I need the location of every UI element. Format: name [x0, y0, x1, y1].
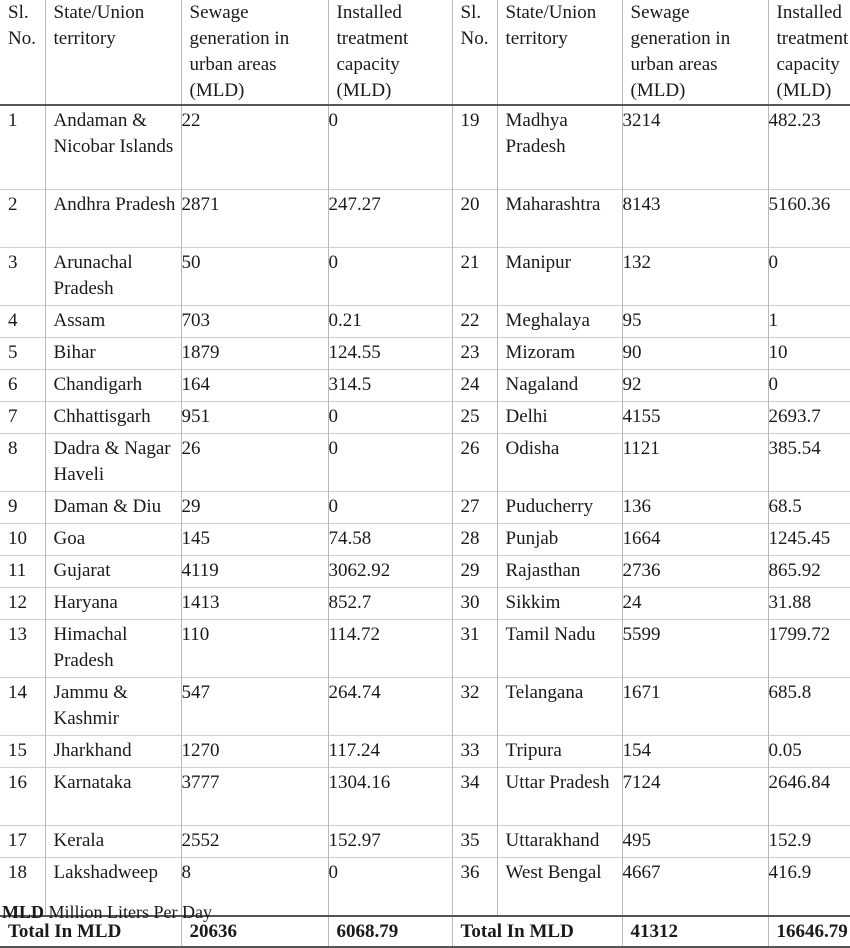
- cell-state-right: Madhya Pradesh: [497, 105, 622, 190]
- table-row: [0, 826, 850, 858]
- cell-state-left: Goa: [45, 524, 181, 556]
- cell-sl-left: 1: [8, 110, 18, 131]
- cell-state-right: Tamil Nadu: [497, 620, 622, 678]
- header-state-left: State/Union territory: [45, 0, 181, 105]
- cell-state-right: Uttarakhand: [497, 826, 622, 858]
- cell-sewage-right: 3214: [622, 105, 768, 190]
- cell-sl-right: 31: [452, 620, 497, 678]
- cell-capacity-left: 3062.92: [328, 556, 452, 588]
- cell-sl-right: 21: [452, 248, 497, 306]
- table-row: [0, 768, 850, 826]
- cell-sl-right: 30: [452, 588, 497, 620]
- cell-capacity-left: 74.58: [328, 524, 452, 556]
- cell-sl-left: 4: [8, 310, 18, 331]
- cell-capacity-right: 385.54: [768, 434, 850, 492]
- total-label-left: Total In MLD: [8, 921, 122, 942]
- cell-sl-left: 6: [8, 374, 18, 395]
- cell-sewage-right: 90: [622, 338, 768, 370]
- cell-sl-left: 2: [8, 194, 18, 215]
- header-sl-right: Sl. No.: [452, 0, 497, 105]
- table-row: [0, 248, 850, 306]
- cell-state-right: Odisha: [497, 434, 622, 492]
- header-capacity-left: Installed treatment capacity (MLD): [328, 0, 452, 105]
- cell-state-left: Andhra Pradesh: [45, 190, 181, 248]
- table-row: [0, 620, 850, 678]
- cell-sl-left: 12: [8, 592, 27, 613]
- cell-sewage-left: 4119: [181, 556, 328, 588]
- cell-capacity-left: 264.74: [328, 678, 452, 736]
- cell-sewage-left: 2552: [181, 826, 328, 858]
- total-capacity-right: 16646.79: [768, 916, 850, 947]
- cell-sl-left: 10: [8, 528, 27, 549]
- cell-sewage-left: 110: [181, 620, 328, 678]
- cell-sewage-left: 2871: [181, 190, 328, 248]
- cell-sl-left: 15: [8, 740, 27, 761]
- cell-sewage-left: 50: [181, 248, 328, 306]
- cell-state-right: Tripura: [497, 736, 622, 768]
- total-capacity-left: 6068.79: [328, 916, 452, 947]
- cell-capacity-right: 685.8: [768, 678, 850, 736]
- cell-capacity-left: 117.24: [328, 736, 452, 768]
- cell-sewage-left: 951: [181, 402, 328, 434]
- cell-state-left: Himachal Pradesh: [45, 620, 181, 678]
- cell-state-left: Dadra & Nagar Haveli: [45, 434, 181, 492]
- cell-capacity-right: 416.9: [768, 858, 850, 917]
- table-row: [0, 306, 850, 338]
- cell-capacity-left: 0: [328, 858, 452, 917]
- cell-sl-left: 8: [8, 438, 18, 459]
- cell-sewage-right: 95: [622, 306, 768, 338]
- cell-sl-right: 33: [452, 736, 497, 768]
- cell-state-left: Lakshadweep: [45, 858, 181, 917]
- cell-capacity-left: 0: [328, 434, 452, 492]
- cell-capacity-left: 0: [328, 248, 452, 306]
- cell-capacity-right: 2693.7: [768, 402, 850, 434]
- cell-capacity-right: 68.5: [768, 492, 850, 524]
- cell-state-left: Assam: [45, 306, 181, 338]
- cell-capacity-left: 852.7: [328, 588, 452, 620]
- cell-state-left: Karnataka: [45, 768, 181, 826]
- table-row: [0, 190, 850, 248]
- cell-capacity-right: 152.9: [768, 826, 850, 858]
- cell-sewage-left: 29: [181, 492, 328, 524]
- cell-capacity-right: 865.92: [768, 556, 850, 588]
- header-row: [0, 0, 850, 105]
- cell-sl-right: 34: [452, 768, 497, 826]
- cell-sl-left: 3: [8, 252, 18, 273]
- table-row: [0, 338, 850, 370]
- table-row: [0, 434, 850, 492]
- cell-sewage-right: 24: [622, 588, 768, 620]
- cell-sl-left: 9: [8, 496, 18, 517]
- table-body: [0, 105, 850, 916]
- cell-state-right: Puducherry: [497, 492, 622, 524]
- cell-sewage-left: 164: [181, 370, 328, 402]
- table-row: [0, 370, 850, 402]
- cell-sewage-right: 154: [622, 736, 768, 768]
- cell-state-right: Rajasthan: [497, 556, 622, 588]
- cell-state-left: Chhattisgarh: [45, 402, 181, 434]
- table-row: [0, 736, 850, 768]
- cell-sewage-left: 1879: [181, 338, 328, 370]
- cell-capacity-right: 2646.84: [768, 768, 850, 826]
- cell-capacity-right: 31.88: [768, 588, 850, 620]
- cell-capacity-left: 114.72: [328, 620, 452, 678]
- cell-state-right: Mizoram: [497, 338, 622, 370]
- cell-sl-right: 32: [452, 678, 497, 736]
- cell-sl-right: 25: [452, 402, 497, 434]
- cell-state-left: Jharkhand: [45, 736, 181, 768]
- cell-capacity-right: 482.23: [768, 105, 850, 190]
- cell-state-left: Jammu & Kashmir: [45, 678, 181, 736]
- cell-capacity-left: 0: [328, 492, 452, 524]
- cell-sl-right: 28: [452, 524, 497, 556]
- cell-state-left: Gujarat: [45, 556, 181, 588]
- cell-sl-left: 13: [8, 624, 27, 645]
- cell-state-right: Nagaland: [497, 370, 622, 402]
- cell-sl-left: 14: [8, 682, 27, 703]
- cell-capacity-left: 247.27: [328, 190, 452, 248]
- cell-capacity-left: 152.97: [328, 826, 452, 858]
- header-state-right: State/Union territory: [497, 0, 622, 105]
- cell-sewage-left: 1413: [181, 588, 328, 620]
- cell-capacity-right: 0: [768, 370, 850, 402]
- cell-state-right: Manipur: [497, 248, 622, 306]
- cell-sl-right: 27: [452, 492, 497, 524]
- footnote-abbr: MLD: [2, 902, 44, 922]
- cell-sl-left: 17: [8, 830, 27, 851]
- cell-capacity-right: 0.05: [768, 736, 850, 768]
- cell-capacity-left: 1304.16: [328, 768, 452, 826]
- cell-sl-right: 26: [452, 434, 497, 492]
- cell-sl-left: 7: [8, 406, 18, 427]
- cell-capacity-left: 124.55: [328, 338, 452, 370]
- cell-state-left: Kerala: [45, 826, 181, 858]
- cell-sl-left: 5: [8, 342, 18, 363]
- total-sewage-left: 20636: [181, 916, 328, 947]
- cell-sl-right: 24: [452, 370, 497, 402]
- cell-sewage-right: 5599: [622, 620, 768, 678]
- table-row: [0, 556, 850, 588]
- header-capacity-right: Installed treatment capacity (MLD): [768, 0, 850, 105]
- cell-state-right: Punjab: [497, 524, 622, 556]
- cell-sewage-left: 22: [181, 105, 328, 190]
- cell-sl-right: 20: [452, 190, 497, 248]
- table-row: [0, 105, 850, 190]
- total-label-right: Total In MLD: [452, 916, 622, 947]
- cell-sl-right: 35: [452, 826, 497, 858]
- cell-sewage-right: 7124: [622, 768, 768, 826]
- cell-sewage-right: 92: [622, 370, 768, 402]
- cell-sl-right: 23: [452, 338, 497, 370]
- cell-capacity-right: 1: [768, 306, 850, 338]
- cell-sewage-right: 132: [622, 248, 768, 306]
- cell-sewage-right: 136: [622, 492, 768, 524]
- cell-sewage-right: 1121: [622, 434, 768, 492]
- total-sewage-right: 41312: [622, 916, 768, 947]
- cell-capacity-left: 0.21: [328, 306, 452, 338]
- cell-state-right: Maharashtra: [497, 190, 622, 248]
- cell-state-left: Haryana: [45, 588, 181, 620]
- table-row: [0, 588, 850, 620]
- cell-sewage-left: 703: [181, 306, 328, 338]
- cell-sl-left: 18: [8, 862, 27, 883]
- cell-sewage-left: 1270: [181, 736, 328, 768]
- footnote: [2, 900, 212, 924]
- cell-capacity-right: 10: [768, 338, 850, 370]
- cell-sl-right: 22: [452, 306, 497, 338]
- cell-capacity-left: 0: [328, 105, 452, 190]
- cell-sl-right: 36: [452, 858, 497, 917]
- cell-sl-right: 29: [452, 556, 497, 588]
- cell-sewage-right: 4667: [622, 858, 768, 917]
- table-row: [0, 402, 850, 434]
- cell-state-right: Uttar Pradesh: [497, 768, 622, 826]
- cell-state-right: Sikkim: [497, 588, 622, 620]
- cell-sewage-right: 1671: [622, 678, 768, 736]
- cell-sewage-left: 145: [181, 524, 328, 556]
- cell-state-right: Telangana: [497, 678, 622, 736]
- cell-state-right: Delhi: [497, 402, 622, 434]
- cell-capacity-right: 0: [768, 248, 850, 306]
- cell-capacity-right: 1245.45: [768, 524, 850, 556]
- cell-sewage-right: 1664: [622, 524, 768, 556]
- cell-sewage-right: 495: [622, 826, 768, 858]
- cell-state-left: Chandigarh: [45, 370, 181, 402]
- header-sewage-right: Sewage generation in urban areas (MLD): [622, 0, 768, 105]
- cell-sl-left: 16: [8, 772, 27, 793]
- cell-state-right: West Bengal: [497, 858, 622, 917]
- cell-sewage-right: 2736: [622, 556, 768, 588]
- cell-sl-right: 19: [452, 105, 497, 190]
- header-sl-left: Sl. No.: [8, 2, 36, 49]
- cell-sewage-left: 547: [181, 678, 328, 736]
- cell-capacity-right: 5160.36: [768, 190, 850, 248]
- cell-sewage-left: 3777: [181, 768, 328, 826]
- cell-sewage-left: 26: [181, 434, 328, 492]
- cell-capacity-right: 1799.72: [768, 620, 850, 678]
- cell-sewage-right: 8143: [622, 190, 768, 248]
- table-row: [0, 492, 850, 524]
- header-sewage-left: Sewage generation in urban areas (MLD): [181, 0, 328, 105]
- cell-sewage-right: 4155: [622, 402, 768, 434]
- cell-sl-left: 11: [8, 560, 27, 581]
- cell-state-right: Meghalaya: [497, 306, 622, 338]
- cell-sewage-left: 8: [181, 858, 328, 917]
- cell-state-left: Bihar: [45, 338, 181, 370]
- footnote-text: Million Liters Per Day: [48, 902, 212, 922]
- cell-state-left: Daman & Diu: [45, 492, 181, 524]
- cell-state-left: Arunachal Pradesh: [45, 248, 181, 306]
- cell-state-left: Andaman & Nicobar Islands: [45, 105, 181, 190]
- table-row: [0, 678, 850, 736]
- table-row: [0, 524, 850, 556]
- cell-capacity-left: 0: [328, 402, 452, 434]
- cell-capacity-left: 314.5: [328, 370, 452, 402]
